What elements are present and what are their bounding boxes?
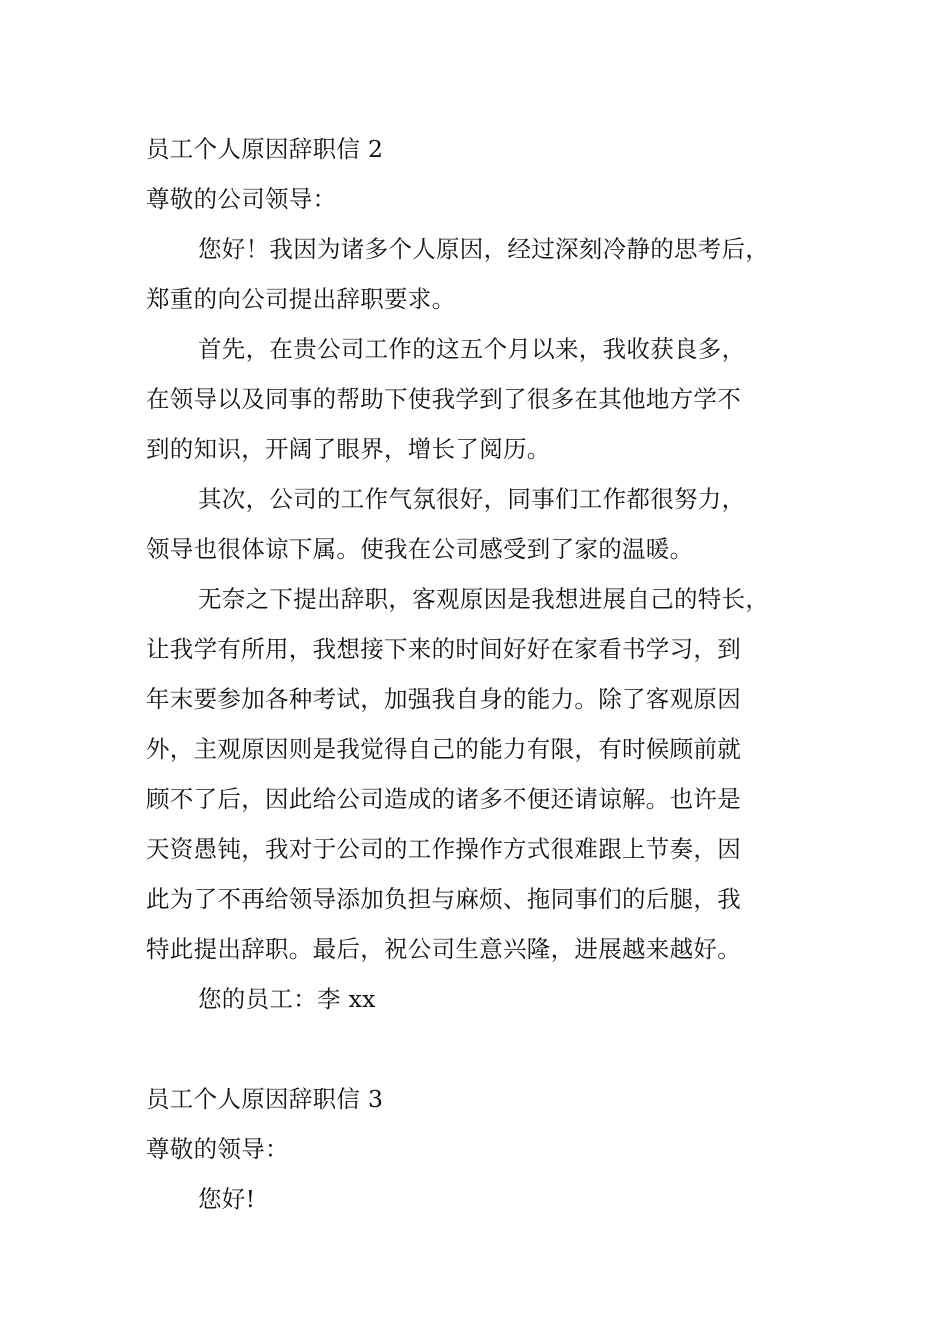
letter-2-title: 员工个人原因辞职信 2 <box>146 135 384 163</box>
letter-3-title: 员工个人原因辞职信 3 <box>146 1085 384 1113</box>
letter-2-signature: 您的员工：李 xx <box>198 985 376 1013</box>
letter-2-line-6: 其次，公司的工作气氛很好，同事们工作都很努力， <box>198 485 746 513</box>
letter-2-line-13: 天资愚钝，我对于公司的工作操作方式很难跟上节奏，因 <box>146 835 741 863</box>
letter-2-line-8: 无奈之下提出辞职，客观原因是我想进展自己的特长， <box>198 585 770 613</box>
letter-2-salutation: 尊敬的公司领导： <box>146 185 337 213</box>
letter-2-line-7: 领导也很体谅下属。使我在公司感受到了家的温暖。 <box>146 535 694 563</box>
letter-3-greeting: 您好! <box>198 1185 256 1213</box>
letter-2-line-11: 外，主观原因则是我觉得自己的能力有限，有时候顾前就 <box>146 735 741 763</box>
letter-2-line-4: 在领导以及同事的帮助下使我学到了很多在其他地方学不 <box>146 385 741 413</box>
letter-2-line-3: 首先，在贵公司工作的这五个月以来，我收获良多， <box>198 335 746 363</box>
letter-2-line-5: 到的知识，开阔了眼界，增长了阅历。 <box>146 435 551 463</box>
letter-2-line-10: 年末要参加各种考试，加强我自身的能力。除了客观原因 <box>146 685 741 713</box>
letter-2-line-15: 特此提出辞职。最后，祝公司生意兴隆，进展越来越好。 <box>146 935 741 963</box>
letter-3-salutation: 尊敬的领导： <box>146 1135 289 1163</box>
letter-2-line-9: 让我学有所用，我想接下来的时间好好在家看书学习，到 <box>146 635 741 663</box>
letter-2-line-12: 顾不了后，因此给公司造成的诸多不便还请谅解。也许是 <box>146 785 741 813</box>
letter-2-line-1: 您好！我因为诸多个人原因，经过深刻冷静的思考后， <box>198 235 770 263</box>
letter-2-line-2: 郑重的向公司提出辞职要求。 <box>146 285 456 313</box>
letter-2-line-14: 此为了不再给领导添加负担与麻烦、拖同事们的后腿，我 <box>146 885 741 913</box>
